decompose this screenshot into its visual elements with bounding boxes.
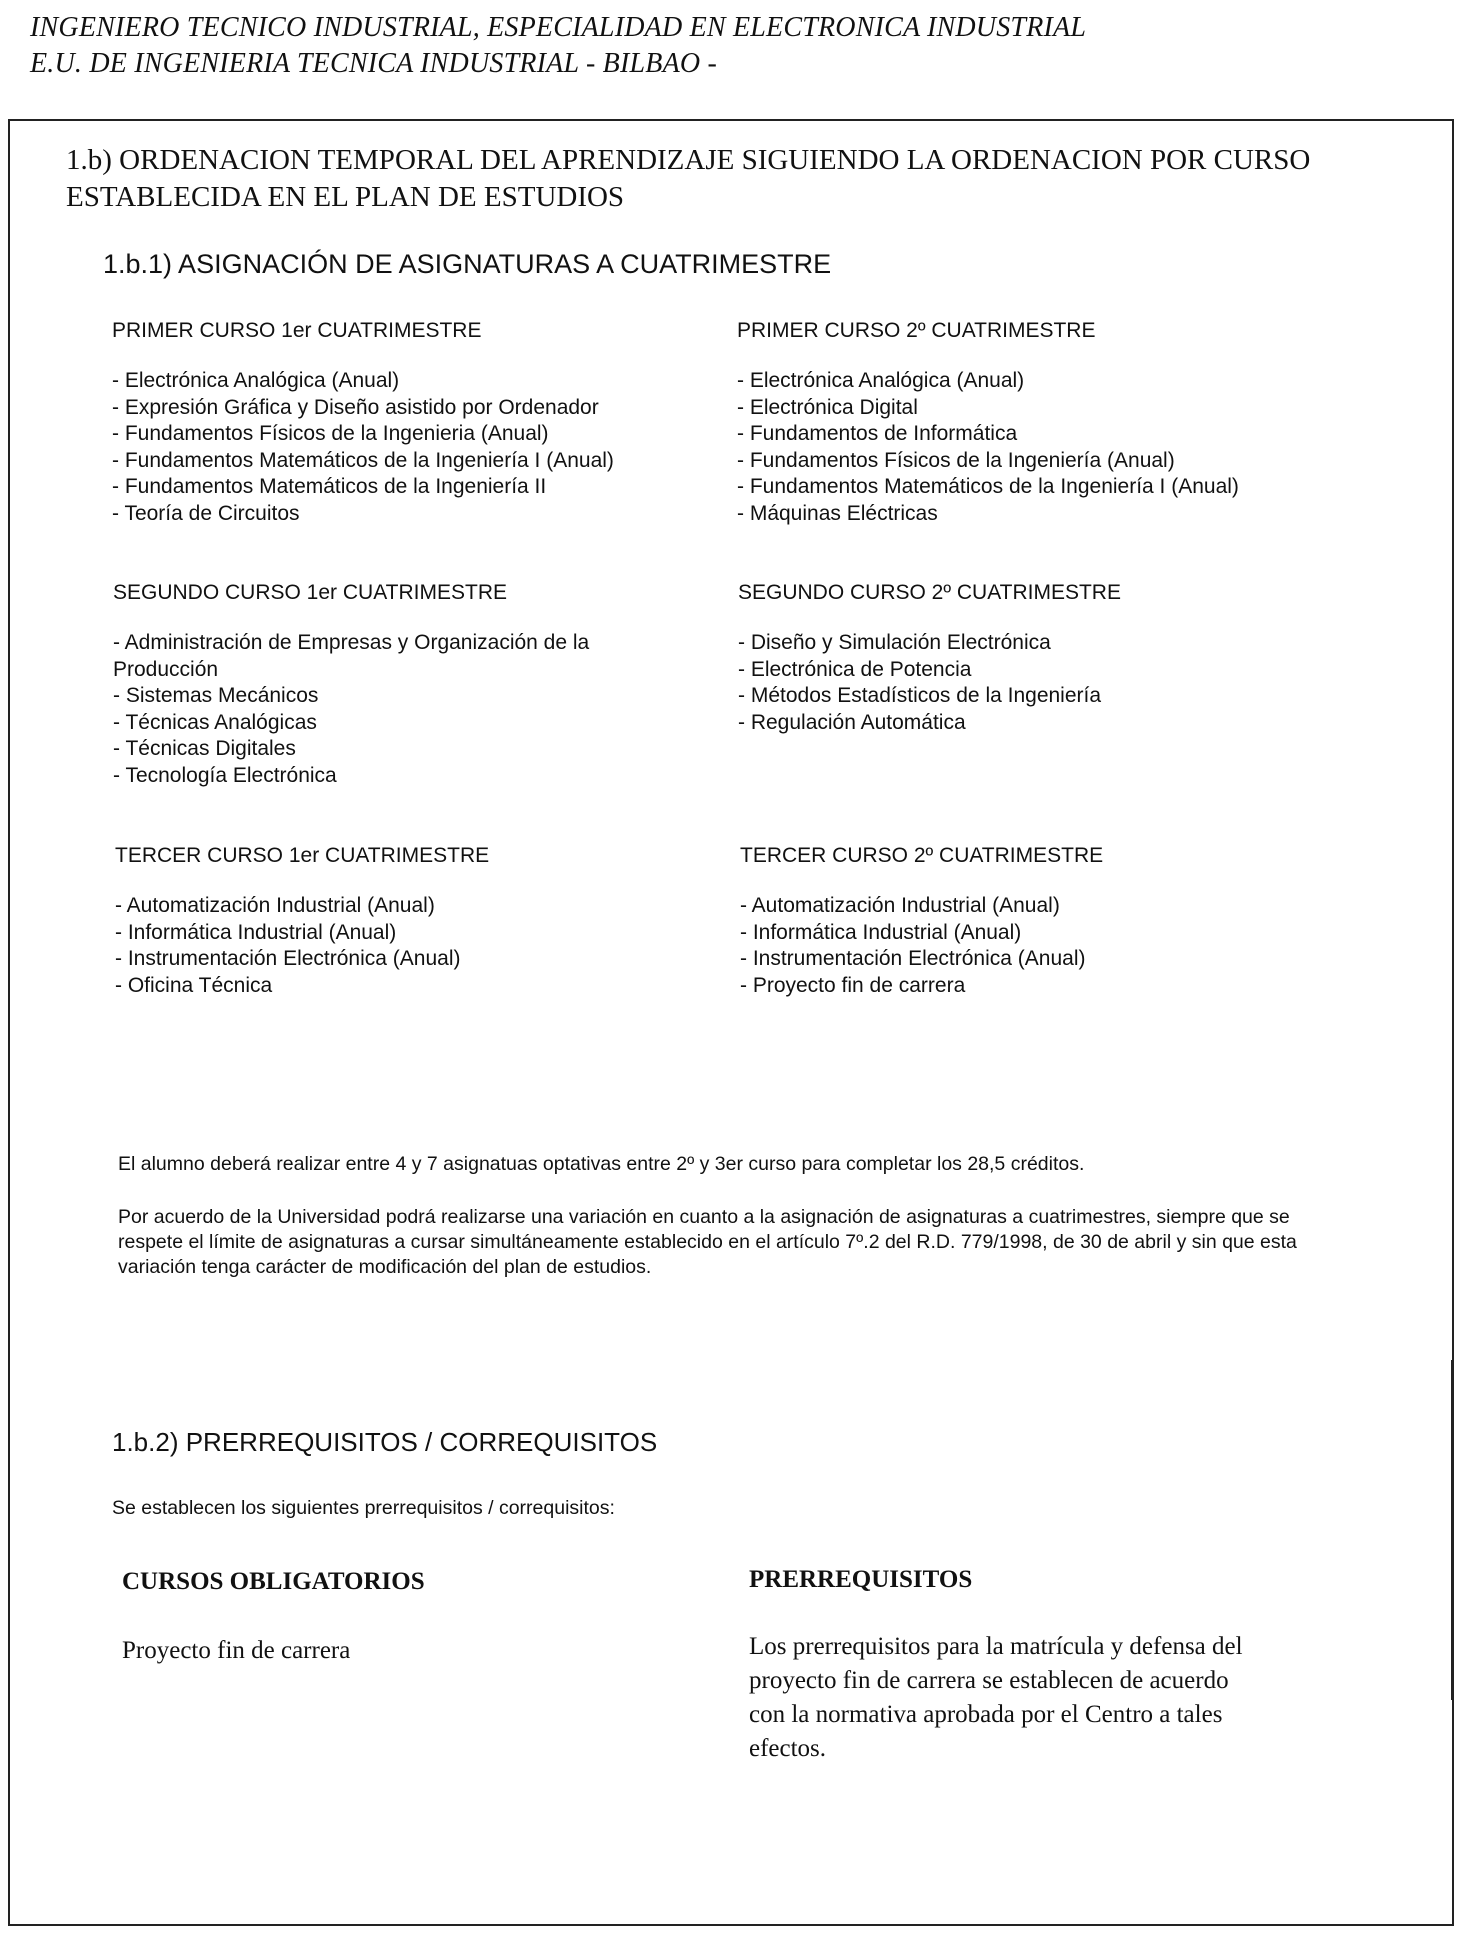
list-item: - Informática Industrial (Anual) [115,920,397,944]
document-header [30,10,1086,82]
list-item: - Informática Industrial (Anual) [740,920,1022,944]
list-item: - Instrumentación Electrónica (Anual) [740,947,1086,970]
block-heading: TERCER CURSO 2º CUATRIMESTRE [740,844,1104,867]
list-item: - Expresión Gráfica y Diseño asistido por Ordenador [112,395,599,419]
frame-edge-mark [1451,1360,1454,1700]
list-item: - Fundamentos Físicos de la Ingenieria (Anual) [112,422,549,445]
list-item: - Técnicas Analógicas [113,710,317,734]
course-list [115,893,695,999]
course-list [740,893,1420,999]
prerrequisitos-intro: Se establecen los siguientes prerrequisitos / correquisitos: [112,1497,615,1519]
list-item: - Tecnología Electrónica [113,763,337,787]
block-heading: SEGUNDO CURSO 2º CUATRIMESTRE [738,581,1121,604]
column-heading-cursos: CURSOS OBLIGATORIOS [122,1568,425,1595]
subsection-title-prerrequisitos: 1.b.2) PRERREQUISITOS / CORREQUISITOS [112,1427,658,1457]
list-item: - Electrónica Analógica (Anual) [737,369,1025,392]
list-item: - Automatización Industrial (Anual) [740,894,1060,917]
list-item: - Regulación Automática [738,710,966,734]
list-item: - Técnicas Digitales [113,737,296,760]
block-heading: SEGUNDO CURSO 1er CUATRIMESTRE [113,581,507,604]
list-item: - Electrónica Analógica (Anual) [112,369,400,392]
block-segundo-curso-2 [738,580,1418,736]
list-item: - Proyecto fin de carrera [740,973,966,997]
list-item: - Instrumentación Electrónica (Anual) [115,947,461,970]
block-segundo-curso-1 [113,580,673,789]
list-item: - Electrónica de Potencia [738,657,972,681]
block-tercer-curso-2 [740,843,1420,999]
subsection-title-asignacion: 1.b.1) ASIGNACIÓN DE ASIGNATURAS A CUATRIMESTRE [103,249,832,279]
header-line-school: E.U. DE INGENIERIA TECNICA INDUSTRIAL - BILBAO - [30,48,718,79]
column-heading-prerrequisitos: PRERREQUISITOS [749,1566,973,1593]
list-item: - Teoría de Circuitos [112,501,300,525]
list-item: - Fundamentos Físicos de la Ingeniería (Anual) [737,448,1175,472]
course-list [737,368,1427,527]
list-item: - Máquinas Eléctricas [737,501,938,525]
list-item: - Fundamentos Matemáticos de la Ingeniería II [112,475,547,498]
list-item: - Fundamentos Matemáticos de la Ingeniería I (Anual) [112,448,614,472]
list-item: - Automatización Industrial (Anual) [115,894,435,917]
list-item: - Administración de Empresas y Organización de la Producción [113,631,590,681]
block-primer-curso-2 [737,318,1427,527]
block-heading: TERCER CURSO 1er CUATRIMESTRE [115,844,490,867]
list-item: - Fundamentos Matemáticos de la Ingeniería I (Anual) [737,475,1239,498]
block-heading: PRIMER CURSO 1er CUATRIMESTRE [112,319,482,342]
list-item: - Sistemas Mecánicos [113,684,319,707]
list-item: - Oficina Técnica [115,973,273,997]
required-course: Proyecto fin de carrera [122,1637,351,1664]
block-heading: PRIMER CURSO 2º CUATRIMESTRE [737,319,1096,342]
optativas-note: El alumno deberá realizar entre 4 y 7 asignatuas optativas entre 2º y 3er curso para completar los 28,5 créditos. [118,1153,1085,1175]
list-item: - Fundamentos de Informática [737,422,1018,445]
prerrequisitos-description: Los prerrequisitos para la matrícula y defensa del proyecto fin de carrera se establecen de acuerdo con la normativa aprobada por el Centro a tales efectos. [749,1633,1243,1762]
section-title: 1.b) ORDENACION TEMPORAL DEL APRENDIZAJE SIGUIENDO LA ORDENACION POR CURSO ESTABLECIDA EN EL PLAN DE ESTUDIOS [66,144,1311,213]
block-primer-curso-1 [112,318,692,527]
list-item: - Diseño y Simulación Electrónica [738,631,1051,654]
list-item: - Métodos Estadísticos de la Ingeniería [738,684,1102,707]
block-tercer-curso-1 [115,843,695,999]
course-list [113,630,673,789]
course-list [112,368,692,527]
list-item: - Electrónica Digital [737,395,918,419]
header-line-degree: INGENIERO TECNICO INDUSTRIAL, ESPECIALIDAD EN ELECTRONICA INDUSTRIAL [30,12,1087,43]
course-list [738,630,1418,736]
variation-note: Por acuerdo de la Universidad podrá realizarse una variación en cuanto a la asignación de asignaturas a cuatrimestres, siempre que se respete el límite de asignaturas a cursar simultáneamente establecido en el artículo 7º.2 del R.D. 779/1998, de 30 de abril y sin que esta variación tenga carácter de modificación del plan de estudios. [118,1206,1297,1278]
